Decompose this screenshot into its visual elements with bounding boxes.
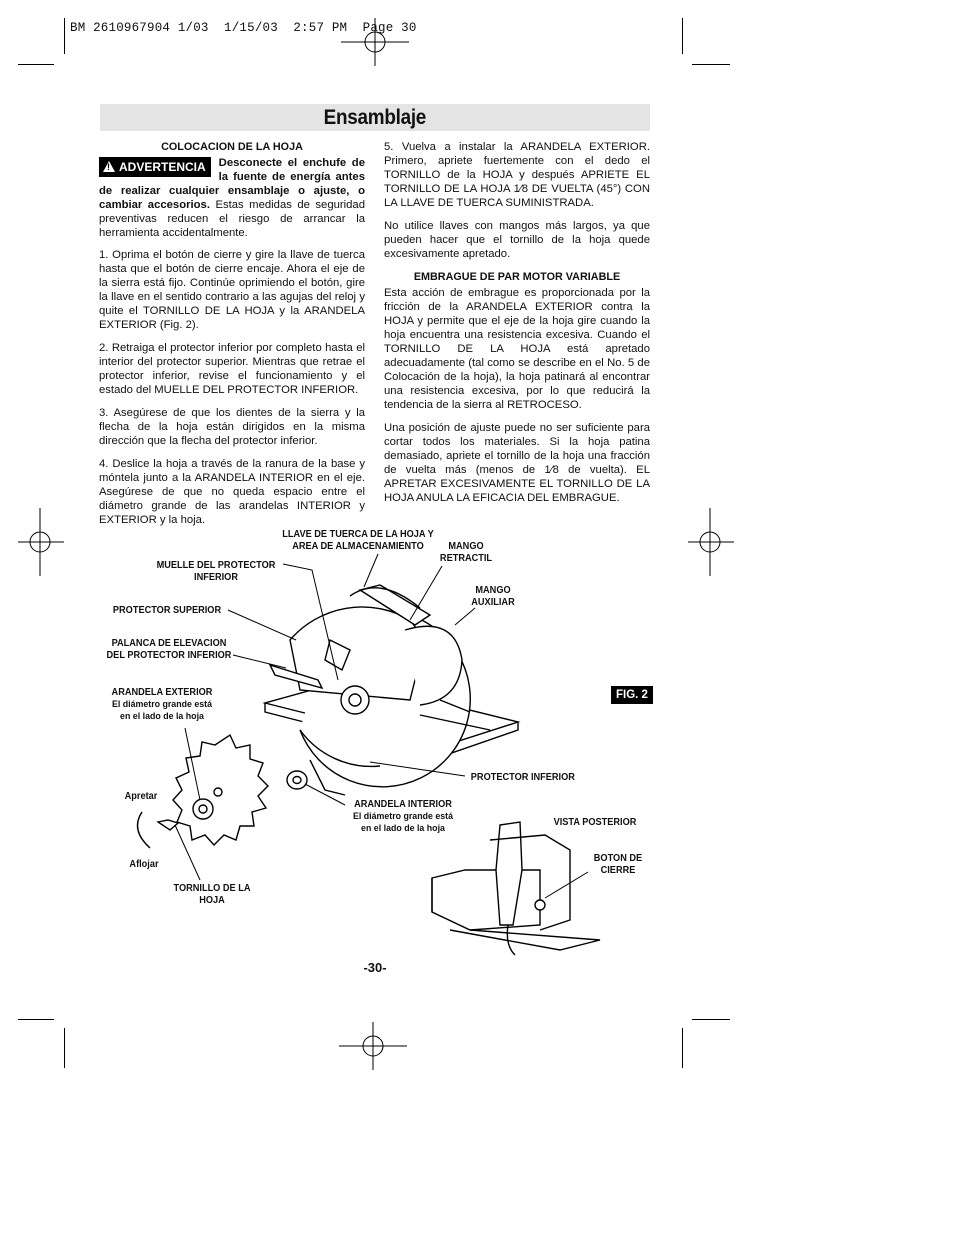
step-3: 3. Asegúrese de que los dientes de la sierra y la flecha de la hoja están dirigidos en la misma dirección que la flecha del protector inferior.	[99, 407, 365, 447]
label-line: Apretar	[124, 791, 158, 802]
page-number: -30-	[363, 960, 387, 975]
print-slug: BM 2610967904 1/03 1/15/03 2:57 PM Page 30	[70, 21, 417, 35]
label-line: AUXILIAR	[471, 597, 515, 608]
label-line: LLAVE DE TUERCA DE LA HOJA Y	[282, 529, 434, 540]
step-4: 4. Deslice la hoja a través de la ranura de la base y móntela junto a la ARANDELA INTERIOR en el eje. Asegúrese de que no queda espacio entre el diámetro grande de las arandelas INTERIOR y EXTERIOR y la hoja.	[99, 458, 365, 526]
label-line: TORNILLO DE LA	[173, 883, 251, 894]
label-mango-auxiliar	[460, 585, 526, 609]
label-line: Aflojar	[129, 859, 159, 870]
warning-label: ADVERTENCIA	[119, 160, 206, 174]
label-aflojar	[124, 859, 164, 871]
label-boton-cierre	[587, 853, 650, 877]
label-line: HOJA	[199, 895, 225, 906]
step-1: 1. Oprima el botón de cierre y gire la llave de tuerca hasta que el botón de cierre encaje. Ahora el eje de la sierra está fijo. Continúe oprimiendo el botón, gire la llave en el sentido contrario a las agujas del reloj y quite el TORNILLO DE LA HOJA y la ARANDELA EXTERIOR (Fig. 2).	[99, 249, 365, 331]
crop-mark	[692, 1019, 730, 1020]
label-arandela-interior	[348, 799, 458, 835]
label-arandela-exterior	[110, 687, 213, 723]
label-line: ARANDELA EXTERIOR	[111, 687, 213, 698]
label-mango-retractil	[431, 541, 501, 565]
label-vista-posterior	[552, 817, 638, 829]
label-line: MUELLE DEL PROTECTOR	[156, 560, 276, 571]
label-line: INFERIOR	[194, 572, 238, 583]
label-line: DEL PROTECTOR INFERIOR	[106, 650, 232, 661]
label-line: VISTA POSTERIOR	[553, 817, 637, 828]
label-line: PROTECTOR INFERIOR	[470, 772, 575, 783]
label-line: El diámetro grande está	[352, 811, 454, 822]
page-title: Ensamblaje	[323, 105, 427, 129]
figure-badge: FIG. 2	[611, 686, 653, 704]
label-line: CIERRE	[600, 865, 636, 876]
clutch-paragraph-2: Una posición de ajuste puede no ser suficiente para cortar todos los materiales. Si la hoja patina demasiado, apriete el tornillo de la hoja una fracción de vuelta más (menos de 1⁄8 de vuelta). EL APRETAR EXCESIVAMENTE EL TORNILLO DE LA HOJA ANULA LA EFICACIA DEL EMBRAGUE.	[384, 422, 650, 504]
label-line: ARANDELA INTERIOR	[354, 799, 452, 810]
label-llave-tuerca	[275, 529, 441, 553]
warning-bold-text: Desconecte el enchufe de la fuente de energía antes de realizar cualquier ensamblaje o ajuste, o cambiar accesorios.	[99, 157, 365, 211]
crop-mark	[64, 1028, 65, 1068]
label-line: PROTECTOR SUPERIOR	[112, 605, 222, 616]
label-line: MANGO	[448, 541, 484, 552]
label-line: en el lado de la hoja	[361, 823, 445, 834]
saw-blade-drawing	[138, 735, 308, 848]
label-protector-superior	[105, 605, 228, 617]
circular-saw-drawing	[265, 585, 518, 795]
section-heading: COLOCACION DE LA HOJA	[161, 141, 303, 153]
label-apretar	[120, 791, 162, 803]
label-line: PALANCA DE ELEVACION	[111, 638, 227, 649]
label-muelle-protector	[149, 560, 283, 584]
label-line: BOTON DE	[593, 853, 643, 864]
note-paragraph: No utilice llaves con mangos más largos, ya que pueden hacer que el tornillo de la hoja quede excesivamente apretado.	[384, 220, 650, 260]
registration-mark	[333, 1006, 413, 1086]
label-line: MANGO	[475, 585, 511, 596]
label-line: AREA DE ALMACENAMIENTO	[292, 541, 424, 552]
clutch-paragraph-1: Esta acción de embrague es proporcionada por la fricción de la ARANDELA EXTERIOR contra la HOJA y permite que el eje de la hoja gire cuando la hoja encuentra una resistencia excesiva. Cuando el TORNILLO DE LA HOJA está apretado adecuadamente (tal como se describe en el No. 5 de Colocación de la hoja), la hoja patinará al encontrar una resistencia excesiva, por lo que reducirá la tendencia de la sierra al RETROCESO.	[384, 287, 650, 411]
label-line: El diámetro grande está	[111, 699, 213, 710]
warning-text: Estas medidas de seguridad preventivas reducen el riesgo de arrancar la herramienta accidentalmente.	[99, 199, 365, 239]
step-2: 2. Retraiga el protector inferior por completo hasta el interior del protector superior. Mientras que retrae el protector inferior, revise el funcionamiento y el estado del MUELLE DEL PROTECTOR INFERIOR.	[99, 342, 365, 396]
crop-mark	[682, 1028, 683, 1068]
rear-view-saw-drawing	[432, 822, 600, 955]
label-line: RETRACTIL	[439, 553, 493, 564]
label-tornillo-hoja	[166, 883, 258, 907]
label-line: en el lado de la hoja	[120, 711, 204, 722]
crop-mark	[18, 1019, 54, 1020]
label-protector-inferior	[471, 772, 581, 784]
label-palanca-elevacion	[104, 638, 235, 662]
step-5: 5. Vuelva a instalar la ARANDELA EXTERIOR. Primero, apriete fuertemente con el dedo el TORNILLO de la HOJA y después APRIETE EL TORNILLO DE LA HOJA 1⁄8 DE VUELTA (45°) CON LA LLAVE DE TUERCA SUMINISTRADA.	[384, 141, 650, 209]
section-heading-2: EMBRAGUE DE PAR MOTOR VARIABLE	[413, 271, 621, 283]
